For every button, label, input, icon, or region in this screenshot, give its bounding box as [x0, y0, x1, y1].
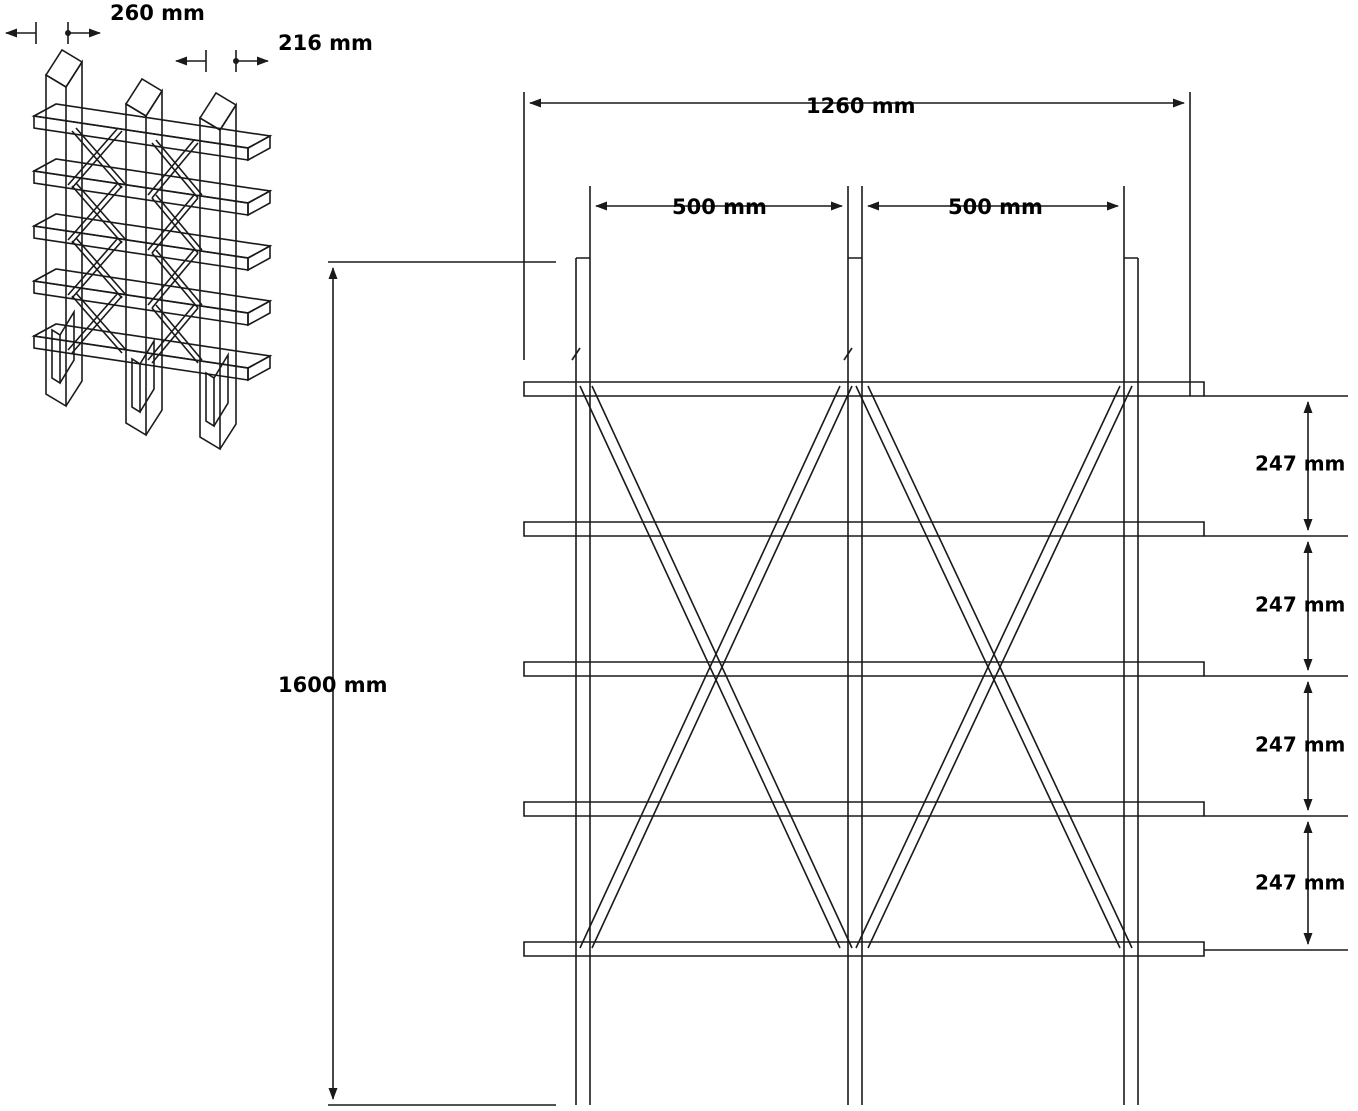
depth-216-leader [176, 50, 268, 72]
dim-label-gap-2: 247 mm [1255, 592, 1346, 617]
dim-bay-widths [590, 186, 1124, 258]
dim-shelf-gaps [1204, 396, 1348, 950]
dim-label-bay-left: 500 mm [672, 195, 767, 219]
dim-label-overall-height: 1600 mm [278, 673, 388, 697]
dim-label-gap-1: 247 mm [1255, 451, 1346, 476]
dim-label-gap-3: 247 mm [1255, 732, 1346, 757]
dim-overall-width [524, 92, 1190, 396]
isometric-view [34, 50, 270, 449]
dim-label-gap-4: 247 mm [1255, 870, 1346, 895]
depth-260-leader [6, 22, 100, 44]
dim-label-bay-right: 500 mm [948, 195, 1043, 219]
dim-label-depth-260: 260 mm [110, 1, 205, 25]
dim-label-overall-width: 1260 mm [806, 94, 916, 118]
dim-label-depth-216: 216 mm [278, 31, 373, 55]
front-elevation-view [524, 258, 1204, 1105]
